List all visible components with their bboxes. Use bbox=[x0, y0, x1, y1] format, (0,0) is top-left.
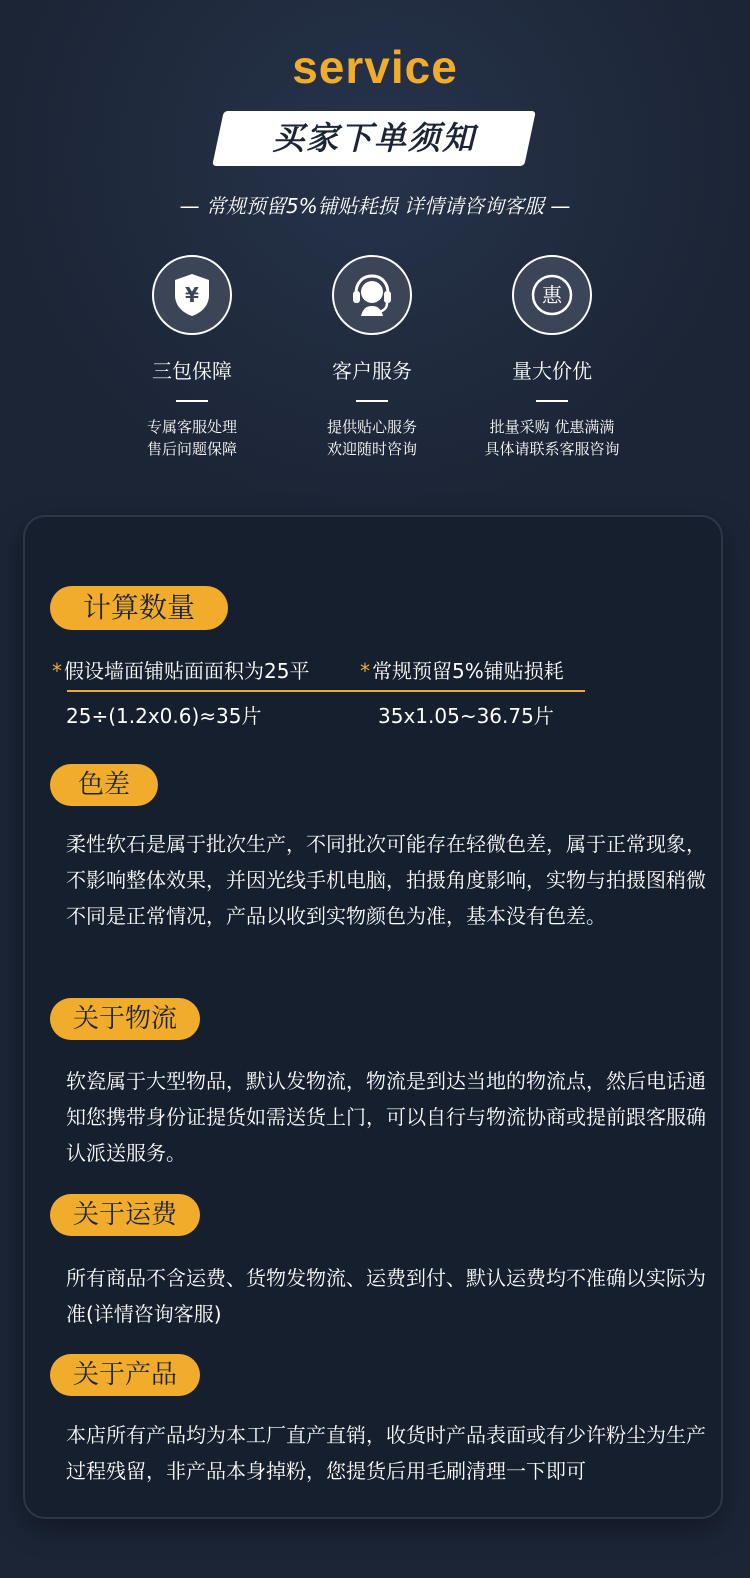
divider bbox=[536, 400, 568, 402]
feature-title: 三包保障 bbox=[152, 359, 232, 383]
service-title: service bbox=[292, 41, 458, 93]
calc-result-pieces: 25÷(1.2x0.6)≈35片 bbox=[66, 704, 262, 728]
section-text-logistics: 软瓷属于大型物品，默认发物流，物流是到达当地的物流点，然后电话通知您携带身份证提货如需送货上门，可以自行与物流协商或提前跟客服确认派送服务。 bbox=[66, 1069, 706, 1165]
section-label-product: 关于产品 bbox=[50, 1354, 200, 1396]
section-label-calc: 计算数量 bbox=[50, 586, 228, 630]
calc-result-total: 35x1.05~36.75片 bbox=[378, 704, 554, 728]
feature-description: 批量采购 优惠满满 具体请联系客服咨询 bbox=[484, 418, 620, 458]
svg-text:惠: 惠 bbox=[542, 283, 562, 307]
feature-title: 客户服务 bbox=[332, 359, 412, 383]
section-label-shipping: 关于运费 bbox=[50, 1194, 200, 1236]
shield-yen-icon bbox=[152, 255, 232, 335]
subtitle: — 常规预留5%铺贴耗损 详情请咨询客服 — bbox=[179, 194, 571, 218]
section-text-product: 本店所有产品均为本工厂直产直销，收货时产品表面或有少许粉尘为生产过程残留，非产品本身掉粉，您提货后用毛刷清理一下即可 bbox=[66, 1423, 706, 1483]
calc-loss: * 常规预留5%铺贴损耗 bbox=[360, 659, 564, 683]
svg-text:¥: ¥ bbox=[185, 283, 199, 307]
section-text-shipping: 所有商品不含运费、货物发物流、运费到付、默认运费均不准确以实际为准(详情咨询客服) bbox=[66, 1266, 706, 1326]
section-text-color: 柔性软石是属于批次生产，不同批次可能存在轻微色差，属于正常现象，不影响整体效果，并因光线手机电脑，拍摄角度影响，实物与拍摄图稍微不同是正常情况，产品以收到实物颜色为准，基本没有色差。 bbox=[66, 832, 706, 928]
calc-assumption: * 假设墙面铺贴面面积为25平 bbox=[52, 659, 310, 683]
section-label-color: 色差 bbox=[50, 764, 158, 806]
feature-description: 提供贴心服务 欢迎随时咨询 bbox=[326, 418, 417, 458]
calc-divider bbox=[67, 690, 585, 692]
feature-title: 量大价优 bbox=[512, 359, 592, 383]
banner-title: 买家下单须知 bbox=[271, 119, 476, 157]
feature-description: 专属客服处理 售后问题保障 bbox=[146, 418, 237, 458]
hui-discount-icon bbox=[512, 255, 592, 335]
headset-icon bbox=[332, 255, 412, 335]
divider bbox=[176, 400, 208, 402]
section-label-logistics: 关于物流 bbox=[50, 998, 200, 1040]
feature-discount bbox=[442, 255, 662, 460]
divider bbox=[356, 400, 388, 402]
